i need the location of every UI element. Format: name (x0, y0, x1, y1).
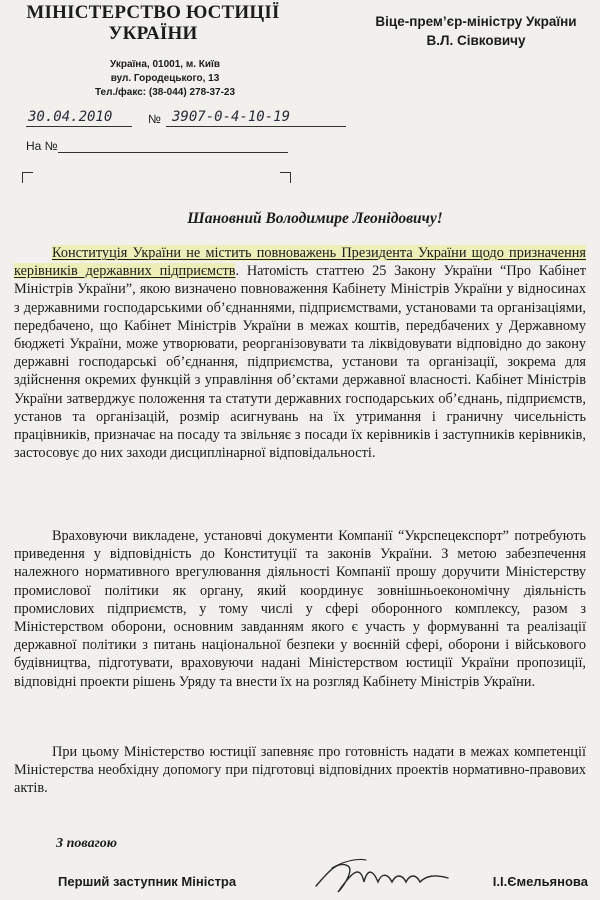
address-line-1: Україна, 01001, м. Київ (109, 59, 220, 70)
ministry-title (18, 2, 288, 44)
registration-number: 3907-0-4-10-19 (172, 109, 291, 125)
ministry-title-line1: МІНІСТЕРСТВО ЮСТИЦІЇ (26, 2, 280, 23)
handwritten-signature (308, 852, 458, 900)
paragraph-1 (14, 244, 586, 462)
date-underline (26, 126, 132, 127)
paragraph-3 (14, 743, 586, 798)
paragraph-2 (14, 527, 586, 691)
number-underline (166, 126, 346, 127)
corner-mark-right (280, 172, 291, 183)
addressee-block (358, 12, 594, 50)
paragraph-2-text: Враховуючи викладене, установчі документи Компанії “Укрспецекспорт” потребують приведення у відповідність до Конституції та законів України. З метою забезпечення належного нормативного врегулювання діяльності Компанії прошу доручити Міністерству промислової політики як органу, який координує зовнішньоекономічну діяльність промислових підприємств, у тому числі у сфері оборонного комплексу, разом з Міністерством оборони, основним завданням якого є участь у формуванні та реалізації державної політики з питань національної безпеки у воєнній сфері, оборони і військового будівництва, підготувати, враховуючи надані Міністерством юстиції України пропозиції, відповідні проекти рішень Уряду та внести їх на розгляд Кабінету Міністрів України. (14, 528, 586, 690)
ministry-address (70, 58, 260, 100)
registration-line (26, 108, 346, 130)
signer-name: І.І.Ємельянова (492, 874, 588, 889)
addressee-position: Віце-прем’єр-міністру України (375, 14, 577, 29)
addressee-name: В.Л. Сівковичу (426, 33, 526, 48)
corner-mark-left (22, 172, 33, 183)
salutation: Шановний Володимире Леонідовичу! (187, 210, 443, 227)
address-line-2: вул. Городецького, 13 (110, 73, 220, 84)
reply-underline (58, 152, 288, 153)
address-line-3: Тел./факс: (38-044) 278-37-23 (94, 87, 236, 98)
signer-title: Перший заступник Міністра (58, 874, 237, 889)
registration-date: 30.04.2010 (28, 109, 113, 125)
reply-label: На № (26, 139, 58, 153)
highlighted-statement: Конституція України не містить повноважень Президента України щодо призначення керівників державних підприємств (14, 245, 586, 280)
regards: З повагою (56, 836, 117, 851)
ministry-title-line2: УКРАЇНИ (108, 23, 198, 44)
signature-row (58, 874, 588, 894)
paragraph-3-text: При цьому Міністерство юстиції запевняє про готовність надати в межах компетенції Міністерства необхідну допомогу при підготовці відповідних проектів нормативно-правових актів. (14, 744, 586, 797)
number-label: № (148, 112, 161, 126)
paragraph-1-rest: . Натомість статтею 25 Закону України “Про Кабінет Міністрів України”, якою визначено повноваження Кабінету Міністрів України у відносинах з державними господарськими об’єднаннями, підприємствами, установами та організаціями, передбачено, що Кабінет Міністрів України в межах коштів, передбачених у Державному бюджеті України, може утворювати, реорганізовувати та ліквідовувати відповідно до закону державні господарські об’єднання, підприємства, установи та організації, зокрема для здійснення окремих функцій з управління об’єктами державної власності. Кабінет Міністрів України затверджує положення та статути державних господарських об’єднань, підприємств, установ та організацій, розмір асигнувань на їх утримання і граничну чисельність працівників, призначає на посаду та звільняє з посади їх керівників і заступників керівників, застосовує до них заходи дисциплінарної відповідальності. (14, 263, 586, 462)
